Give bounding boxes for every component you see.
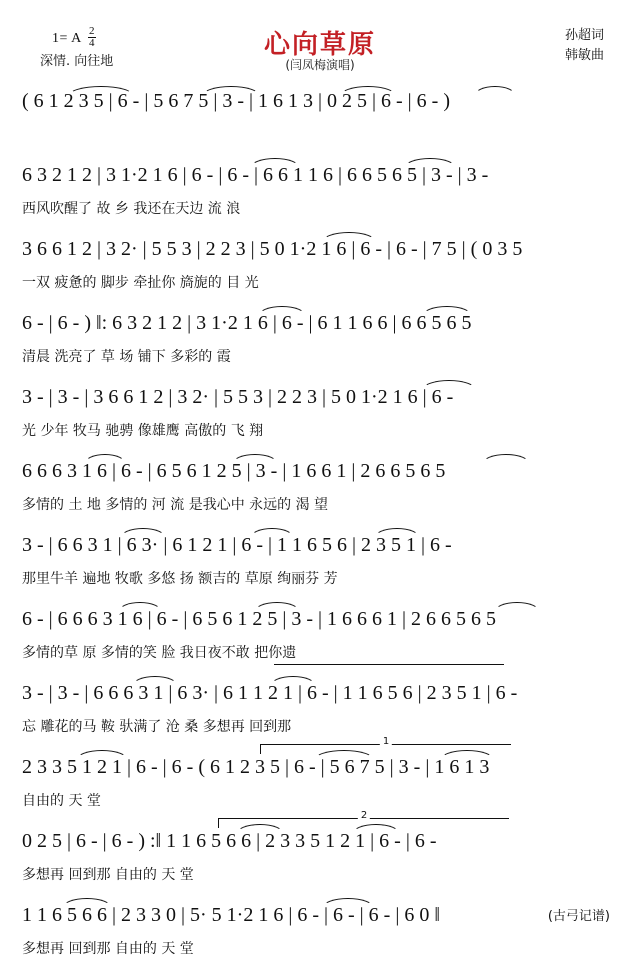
lyric-row: 那里牛羊 遍地 牧歌 多悠 扬 额吉的 草原 绚丽芬 芳 [22, 571, 338, 587]
staff-system [22, 380, 618, 454]
note-row: 3 - | 3 - | 6 6 6 3 1 | 6 3· | 6 1 1 2 1 | 6 - | 1 1 6 5 6 | 2 3 5 1 | 6 - [22, 682, 518, 704]
note-row: 1 1 6 5 6 6 | 2 3 3 0 | 5· 5 1·2 1 6 | 6 - | 6 - | 6 - | 6 0 ‖ [22, 904, 440, 926]
lyric-row: 光 少年 牧马 驰骋 像雄鹰 高傲的 飞 翔 [22, 423, 264, 439]
page-title: 心向草原 [263, 30, 376, 60]
lyric-row: 多想再 回到那 自由的 天 堂 [22, 867, 194, 883]
music-body [0, 84, 640, 964]
staff-system [22, 676, 618, 750]
staff-system [22, 306, 618, 380]
staff-system [22, 454, 618, 528]
lyricist-credit: 孙超词 [564, 28, 604, 43]
note-row: 0 2 5 | 6 - | 6 - ) :‖ 1 1 6 5 6 6 | 2 3 3 5 1 2 1 | 6 - | 6 - [22, 830, 437, 852]
note-row: 6 3 2 1 2 | 3 1·2 1 6 | 6 - | 6 - | 6 6 1 1 6 | 6 6 5 6 5 | 3 - | 3 - [22, 164, 489, 186]
sheet-header [0, 0, 640, 84]
note-row: ( 6 1 2 3 5 | 6 - | 5 6 7 5 | 3 - | 1 6 1 3 | 0 2 5 | 6 - | 6 - ) [22, 90, 450, 112]
lyric-row: 多情的草 原 多情的笑 脸 我日夜不敢 把你遗 [22, 645, 297, 661]
time-signature-denominator: 4 [88, 37, 95, 49]
lyric-row: 多想再 回到那 自由的 天 堂 [22, 941, 194, 957]
note-row: 2 3 3 5 1 2 1 | 6 - | 6 - ( 6 1 2 3 5 | 6 - | 5 6 7 5 | 3 - | 1 6 1 3 [22, 756, 490, 778]
mood-marking: 深情. 向往地 [40, 54, 114, 69]
note-row: 6 - | 6 - ) ‖: 6 3 2 1 2 | 3 1·2 1 6 | 6 - | 6 1 1 6 6 | 6 6 5 6 5 [22, 312, 472, 334]
lyric-row: 西风吹醒了 故 乡 我还在天边 流 浪 [22, 201, 241, 217]
staff-system [22, 898, 618, 964]
staff-system [22, 528, 618, 602]
staff-system [22, 736, 618, 824]
first-ending-bracket [274, 664, 504, 665]
staff-system [22, 810, 618, 898]
volta-number: 2 [358, 810, 370, 821]
note-row: 3 6 6 1 2 | 3 2· | 5 5 3 | 2 2 3 | 5 0 1·2 1 6 | 6 - | 6 - | 7 5 | ( 0 3 5 [22, 238, 523, 260]
volta-number: 1 [380, 736, 392, 747]
staff-system [22, 84, 618, 158]
note-row: 6 6 6 3 1 6 | 6 - | 6 5 6 1 2 5 | 3 - | 1 6 6 1 | 2 6 6 5 6 5 [22, 460, 446, 482]
time-signature-numerator: 2 [88, 25, 95, 37]
staff-system [22, 232, 618, 306]
lyric-row: 一双 疲惫的 脚步 牵扯你 旖旎的 目 光 [22, 275, 259, 291]
lyric-row: 忘 雕花的马 鞍 驮满了 沧 桑 多想再 回到那 [22, 719, 292, 735]
lyric-row: 清晨 洗亮了 草 场 铺下 多彩的 霞 [22, 349, 231, 365]
credits [565, 26, 604, 66]
note-row: 6 - | 6 6 6 3 1 6 | 6 - | 6 5 6 1 2 5 | 3 - | 1 6 6 6 1 | 2 6 6 5 6 5 [22, 608, 497, 630]
staff-system [22, 158, 618, 232]
lyric-row: 自由的 天 堂 [22, 793, 101, 809]
lyric-row [22, 124, 618, 150]
performer-subtitle: (闫凤梅演唱) [285, 58, 355, 72]
lyric-row: 多情的 土 地 多情的 河 流 是我心中 永远的 渴 望 [22, 497, 329, 513]
transcriber-credit: (古弓记谱) [547, 909, 610, 924]
note-row: 3 - | 6 6 3 1 | 6 3· | 6 1 2 1 | 6 - | 1 1 6 5 6 | 2 3 5 1 | 6 - [22, 534, 452, 556]
key-signature-text: 1= A [52, 31, 81, 46]
note-row: 3 - | 3 - | 3 6 6 1 2 | 3 2· | 5 5 3 | 2 2 3 | 5 0 1·2 1 6 | 6 - [22, 386, 454, 408]
composer-credit: 韩敏曲 [564, 48, 604, 64]
